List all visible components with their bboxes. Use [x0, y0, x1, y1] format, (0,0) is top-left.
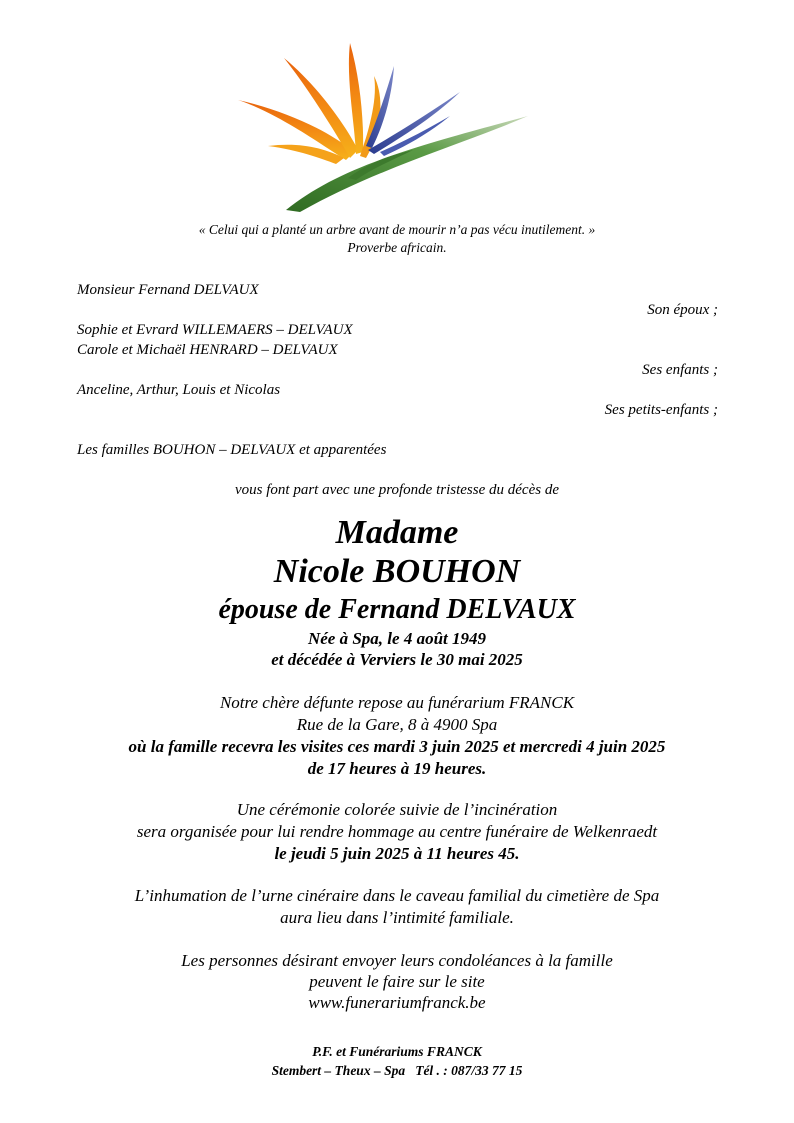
family-children-role: Ses enfants ; — [642, 362, 718, 378]
deceased-died: et décédée à Verviers le 30 mai 2025 — [271, 650, 523, 669]
epigraph-source: Proverbe africain. — [347, 240, 447, 255]
ceremony-line-1: Une cérémonie colorée suivie de l’incinération — [236, 800, 558, 819]
family-child-2: Carole et Michaël HENRARD – DELVAUX — [77, 342, 338, 358]
epigraph-quote: « Celui qui a planté un arbre avant de mourir n’a pas vécu inutilement. » — [198, 222, 596, 237]
ceremony-line-2: sera organisée pour lui rendre hommage au centre funéraire de Welkenraedt — [136, 822, 658, 841]
footer-company: P.F. et Funérariums FRANCK — [312, 1044, 482, 1059]
family-families: Les familles BOUHON – DELVAUX et apparentées — [77, 442, 387, 458]
visitation-line-2: Rue de la Gare, 8 à 4900 Spa — [296, 715, 498, 734]
visitation-line-4: de 17 heures à 19 heures. — [307, 759, 487, 778]
condolences-line-2: peuvent le faire sur le site — [309, 972, 485, 991]
family-child-1: Sophie et Evrard WILLEMAERS – DELVAUX — [77, 322, 353, 338]
family-grandchildren: Anceline, Arthur, Louis et Nicolas — [77, 382, 281, 398]
deceased-spouse-of: épouse de Fernand DELVAUX — [218, 594, 576, 625]
visitation-line-1: Notre chère défunte repose au funérarium FRANCK — [219, 693, 575, 712]
inhumation-line-1: L’inhumation de l’urne cinéraire dans le caveau familial du cimetière de Spa — [134, 886, 660, 905]
visitation-line-3: où la famille recevra les visites ces mardi 3 juin 2025 et mercredi 4 juin 2025 — [128, 737, 666, 756]
deceased-title: Madame — [335, 514, 459, 551]
inhumation-line-2: aura lieu dans l’intimité familiale. — [280, 908, 514, 927]
family-grandchildren-role: Ses petits-enfants ; — [604, 402, 718, 418]
condolences-line-1: Les personnes désirant envoyer leurs condoléances à la famille — [181, 951, 613, 970]
family-spouse-role: Son époux ; — [647, 302, 718, 318]
family-spouse: Monsieur Fernand DELVAUX — [77, 282, 259, 298]
condolences-website[interactable]: www.funerariumfranck.be — [308, 993, 486, 1012]
bird-of-paradise-flower-icon — [228, 38, 538, 213]
footer-locations-phone: Stembert – Theux – Spa Tél . : 087/33 77 15 — [271, 1063, 523, 1078]
deceased-name: Nicole BOUHON — [273, 553, 521, 590]
ceremony-line-3: le jeudi 5 juin 2025 à 11 heures 45. — [274, 844, 520, 863]
announcement-text: vous font part avec une profonde tristesse du décès de — [235, 482, 559, 498]
deceased-born: Née à Spa, le 4 août 1949 — [307, 629, 487, 648]
